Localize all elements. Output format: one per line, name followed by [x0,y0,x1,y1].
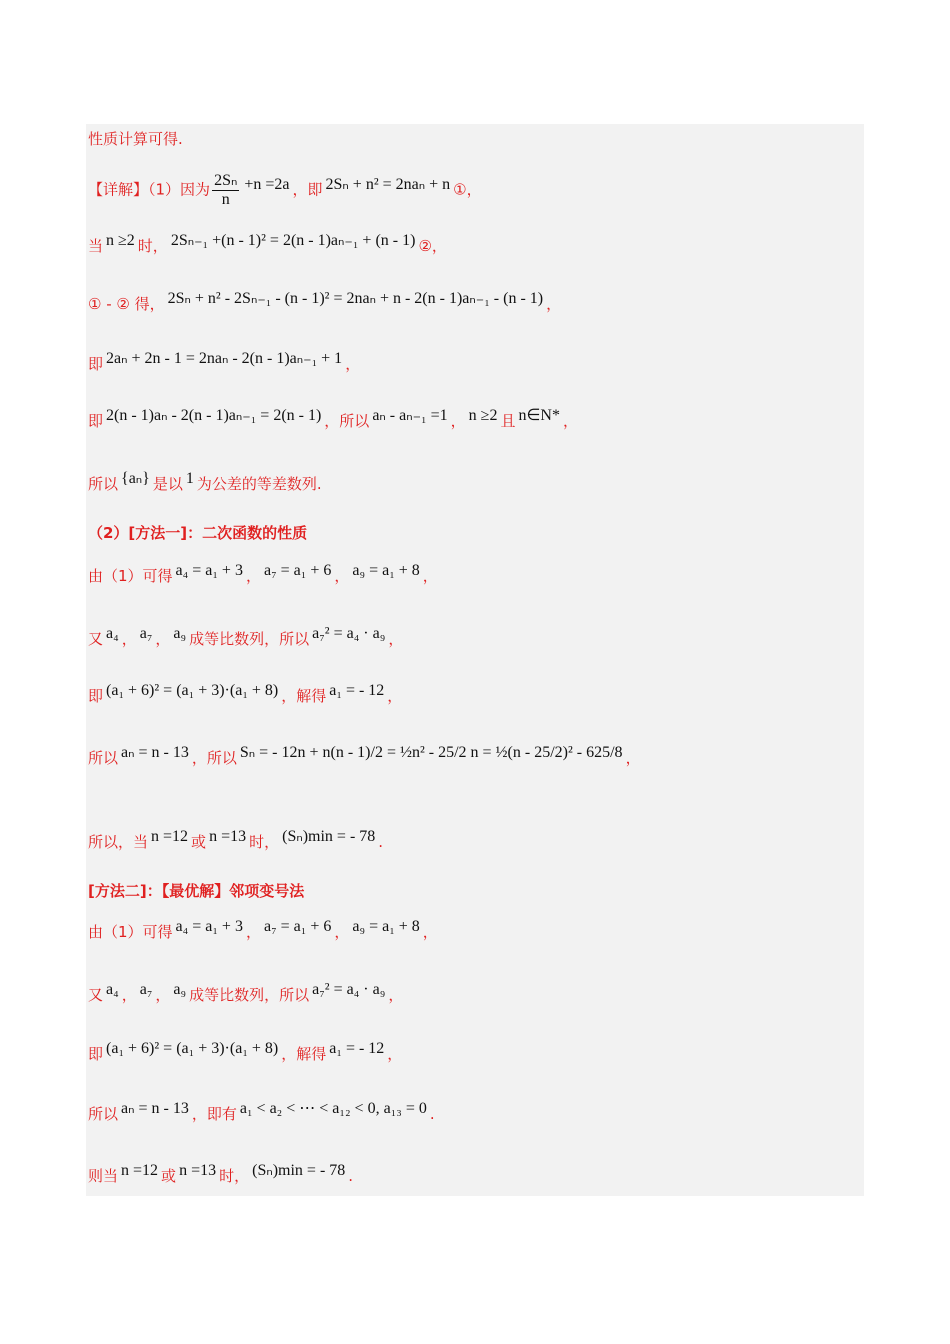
text-run: ，即 [292,180,323,199]
text-run: ， [387,1045,403,1063]
math-expression: a₇ [139,625,153,642]
math-expression: 2aₙ + 2n - 1 = 2naₙ - 2(n - 1)aₙ₋₁ + 1 [106,350,343,367]
math-expression: a₄ [106,981,119,998]
math-expression: a₄ [106,625,119,642]
text-run: ，即有 [191,1105,237,1123]
text-run: 即 [88,687,104,705]
text-line [88,522,307,543]
math-expression: a₇ = a₁ + 6 [263,918,332,935]
text-line [88,826,383,852]
math-expression: a₉ = a₁ + 8 [352,562,420,579]
text-run: 【详解】 [88,180,149,199]
math-expression: a₇ = a₁ + 6 [263,562,332,579]
text-line [88,348,360,374]
text-run: 时， [137,237,168,255]
text-run: ， [388,986,404,1004]
text-run: 由（1）可得 [88,567,173,585]
text-run: 当 [88,237,104,255]
text-run: ， [121,630,137,648]
fraction [212,172,239,209]
text-run: 为公差的等差数列. [196,475,322,493]
text-run: ①， [453,180,482,199]
math-expression: n =12 [151,828,189,845]
text-run: ① - ② 得， [88,295,165,313]
fraction-denominator: n [221,191,230,208]
text-run: ， [546,295,562,313]
text-run: 即 [88,1045,104,1063]
math-expression: {aₙ} [121,470,150,487]
text-run: 所以 [88,1105,119,1123]
math-expression: (Sₙ)min = - 78 [252,1162,346,1179]
text-run: ②， [418,237,447,255]
math-expression: a₉ = a₁ + 8 [352,918,420,935]
text-run: 时， [219,1167,250,1185]
math-expression: n ≥2 [468,407,498,424]
text-line [88,172,482,209]
math-expression: a₇ [139,981,153,998]
text-run: ，所以 [191,749,237,767]
text-line [88,625,403,649]
math-expression: n ≥2 [106,232,135,249]
text-run: ， [450,412,466,430]
text-run: ， [334,567,350,585]
math-expression: a₇² = a₄ · a₉ [312,981,386,998]
math-expression: aₙ - aₙ₋₁ =1 [372,407,448,424]
text-line [88,981,403,1005]
content-panel [86,124,864,1196]
text-run: ， [121,986,137,1004]
text-line [88,1160,353,1186]
text-run: （1）因为 [148,180,211,199]
text-run: 是以 [152,475,183,493]
section-heading: （2）[方法一]：二次函数的性质 [88,524,308,542]
section-heading: [方法二]：【最优解】邻项变号法 [88,882,305,900]
text-line [88,288,561,314]
text-line [88,230,447,256]
math-expression: aₙ = n - 13 [121,744,189,761]
math-expression: 1 [185,470,194,487]
text-run: ，所以 [324,412,370,430]
text-run: 所以 [88,749,119,767]
text-run: ，解得 [281,687,327,705]
text-run: ， [422,923,438,941]
text-line [88,562,438,586]
math-expression: +n =2a [244,175,290,193]
text-line [88,1040,402,1064]
text-run: . [378,833,384,851]
text-run: 成等比数列，所以 [189,986,310,1004]
math-expression: 2Sₙ₋₁ +(n - 1)² = 2(n - 1)aₙ₋₁ + (n - 1) [170,232,416,249]
text-run: 又 [88,986,104,1004]
math-expression: 2(n - 1)aₙ - 2(n - 1)aₙ₋₁ = 2(n - 1) [106,407,322,424]
text-line [88,405,578,431]
text-line [88,880,304,901]
math-expression: (a₁ + 6)² = (a₁ + 3)·(a₁ + 8) [106,682,279,699]
text-run: ，解得 [281,1045,327,1063]
text-run: 所以，当 [88,833,149,851]
math-expression: (a₁ + 6)² = (a₁ + 3)·(a₁ + 8) [106,1040,279,1057]
text-run: 性质计算可得. [88,130,183,148]
text-run: ， [245,567,261,585]
text-run: 时， [249,833,280,851]
text-run: ， [155,986,171,1004]
text-run: ， [422,567,438,585]
text-run: ， [334,923,350,941]
math-expression: a₄ = a₁ + 3 [175,918,243,935]
text-run: 即 [88,355,104,373]
text-run: 且 [500,412,516,430]
math-expression: Sₙ = - 12n + n(n - 1)/2 = ½n² - 25/2 n = ½(n - 25/2)² - 625/8 [239,744,623,761]
text-run: ， [387,687,403,705]
text-run: 则当 [88,1167,119,1185]
math-expression: a₁ < a₂ < ⋯ < a₁₂ < 0, a₁₃ = 0 [239,1100,427,1117]
text-run: 又 [88,630,104,648]
text-run: ， [155,630,171,648]
math-expression: a₇² = a₄ · a₉ [312,625,386,642]
text-line [88,468,322,494]
math-expression: a₁ = - 12 [329,1040,385,1057]
text-run: ， [345,355,361,373]
fraction-numerator: 2Sₙ [214,172,238,189]
math-expression: n∈N* [518,407,560,424]
text-line [88,918,438,942]
math-expression: n =13 [179,1162,217,1179]
text-line [88,128,183,149]
math-expression: a₄ = a₁ + 3 [175,562,243,579]
text-run: . [429,1105,435,1123]
math-expression: 2Sₙ + n² - 2Sₙ₋₁ - (n - 1)² = 2naₙ + n - 2(n - 1)aₙ₋₁ - (n - 1) [167,290,544,307]
text-run: ， [625,749,641,767]
text-line [88,682,402,706]
text-run: 或 [161,1167,177,1185]
text-run: ， [245,923,261,941]
text-line [88,1098,435,1124]
text-run: . [348,1167,354,1185]
text-run: 成等比数列，所以 [189,630,310,648]
math-expression: aₙ = n - 13 [121,1100,189,1117]
math-expression: n =12 [121,1162,159,1179]
math-expression: a₁ = - 12 [329,682,385,699]
text-run: 所以 [88,475,119,493]
math-expression: n =13 [209,828,247,845]
math-expression: a₉ [173,981,187,998]
text-run: 由（1）可得 [88,923,173,941]
text-run: 或 [191,833,207,851]
text-run: ， [562,412,578,430]
text-run: 即 [88,412,104,430]
math-expression: (Sₙ)min = - 78 [282,828,376,845]
text-run: ， [388,630,404,648]
text-line [88,742,641,768]
math-expression: 2Sₙ + n² = 2naₙ + n [325,175,451,193]
math-expression: a₉ [173,625,187,642]
